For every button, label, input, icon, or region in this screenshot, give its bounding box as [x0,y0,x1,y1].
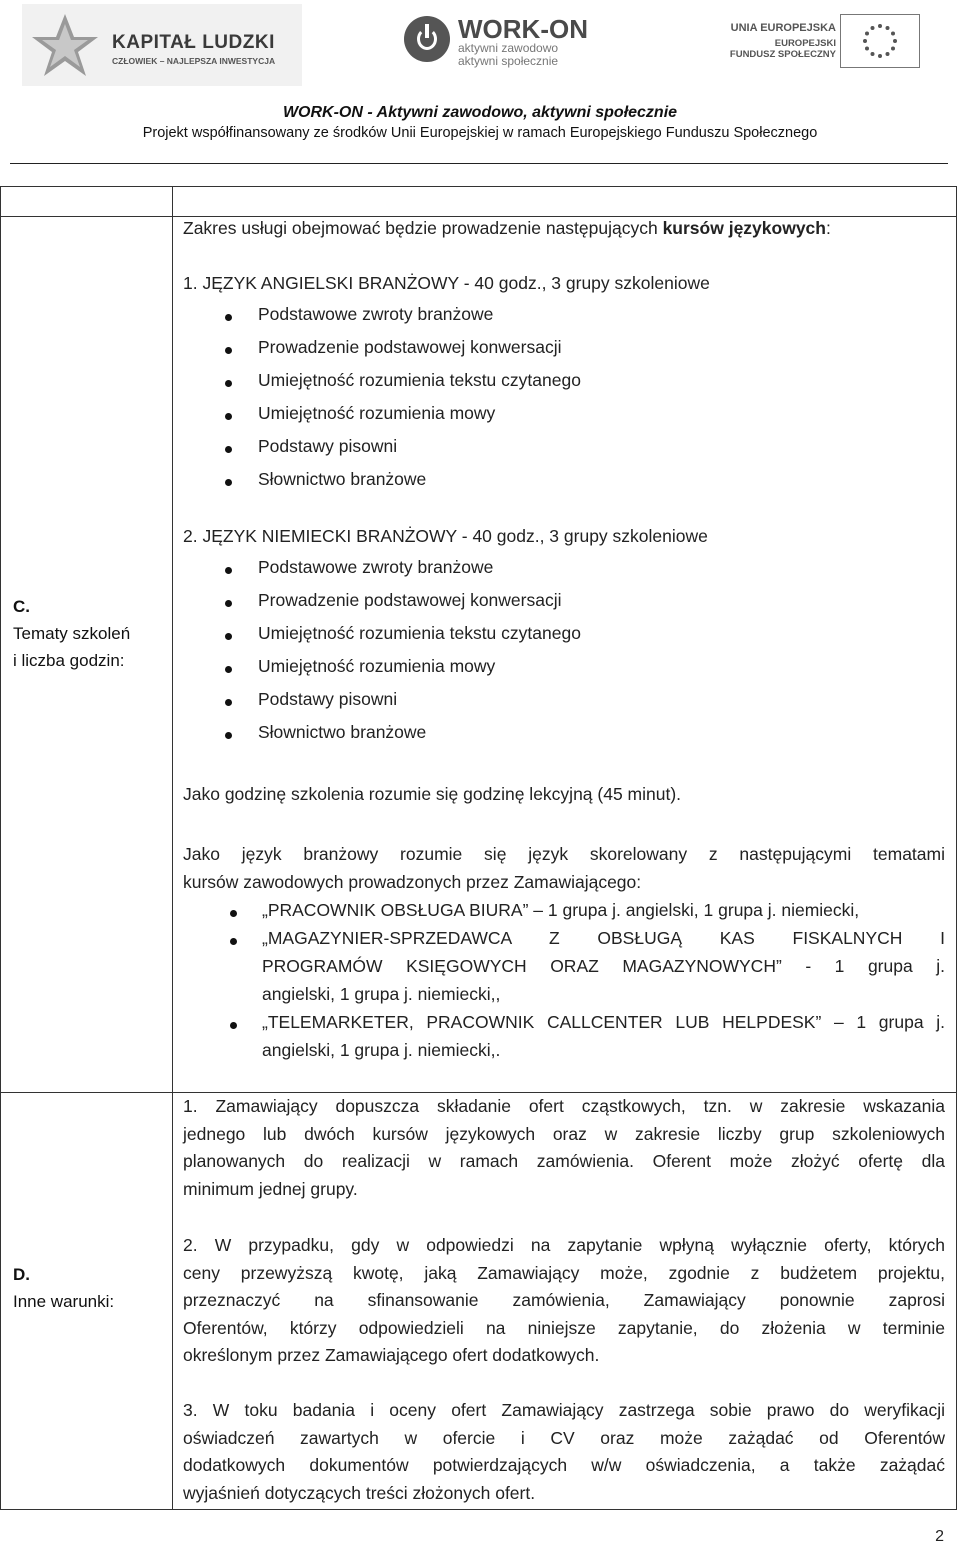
section-d-letter: D. [13,1265,30,1284]
eu-star [863,39,867,43]
section-c-label [13,593,130,674]
hour-note: Jako godzinę szkolenia rozumie się godzinę lekcyjną (45 minut). [183,784,682,804]
bullet-icon [225,413,232,420]
eu-line1: UNIA EUROPEJSKA [730,22,836,34]
section-c-letter: C. [13,597,30,616]
list-item: Słownictwo branżowe [258,469,427,489]
paragraph-p1-line: minimum jednej grupy. [183,1178,358,1199]
eu-star [891,47,895,51]
section-d-label-line1: Inne warunki: [13,1292,115,1311]
section-d-label [13,1261,114,1315]
topic2-line1: „MAGAZYNIER-SPRZEDAWCA Z OBSŁUGĄ KAS FISKALNYCH I [262,928,945,948]
work-on-line2: aktywni społecznie [458,54,559,68]
eu-star [878,54,882,58]
eu-star [865,47,869,51]
intro-bold: kursów językowych [662,218,826,238]
course1-heading [183,273,710,294]
course1-title: 1. JĘZYK ANGIELSKI BRANŻOWY [183,273,459,293]
header-divider [10,163,948,164]
paragraph-p3-line: oświadczeń zawartych w ofercie i CV oraz może zażądać od Oferentów [183,1427,945,1448]
course2-title: 2. JĘZYK NIEMIECKI BRANŻOWY [183,526,457,546]
course2-rest: - 40 godz., 3 grupy szkoleniowe [456,526,708,546]
eu-star [886,26,890,30]
topic2-line2: PROGRAMÓW KSIĘGOWYCH ORAZ MAGAZYNOWYCH” - 1 grupa j. [262,956,945,976]
kapital-ludzki-logo [22,4,302,86]
paragraph-p2-line: określonym przez Zamawiającego ofert dodatkowych. [183,1345,600,1366]
list-item: Umiejętność rozumienia mowy [258,403,496,423]
bullet-icon [225,446,232,453]
paragraph-p2-line: ceny przewyższą kwotę, jaką Zamawiający może, zgodnie z budżetem projektu, [183,1262,945,1283]
bullet-icon [230,910,237,917]
bullet-icon [225,479,232,486]
paragraph-p2-line: przeznaczyć na sfinansowanie zamówienia, Zamawiający ponownie zaprosi [183,1290,945,1311]
list-item: Podstawy pisowni [258,689,398,709]
eu-star [871,52,875,56]
bullet-icon [225,567,232,574]
eu-line2: EUROPEJSKI [774,38,836,49]
topic1: „PRACOWNIK OBSŁUGA BIURA” – 1 grupa j. angielski, 1 grupa j. niemiecki, [262,900,860,920]
work-on-line1: aktywni zawodowo [458,41,559,55]
bullet-icon [225,699,232,706]
header-logos [0,0,960,100]
lang-note-line2: kursów zawodowych prowadzonych przez Zamawiającego: [183,872,642,892]
bullet-icon [225,732,232,739]
paragraph-p1-line: jednego lub dwóch kursów językowych oraz w zakresie liczby grup szkoleniowych [183,1123,945,1144]
section-c-label-line2: i liczba godzin: [13,651,125,670]
project-subtitle: Projekt współfinansowany ze środków Unii Europejskiej w ramach Europejskiego Funduszu Społecznego [142,125,818,141]
eu-line3: FUNDUSZ SPOŁECZNY [729,49,836,60]
section-d-content [183,1096,945,1506]
list-item: Prowadzenie podstawowej konwersacji [258,590,562,610]
eu-flag-icon [840,14,920,68]
eu-star [865,32,869,36]
paragraph-p3-line: 3. W toku badania i oceny ofert Zamawiający zastrzega sobie prawo do weryfikacji [183,1400,945,1420]
paragraph-p3-line: wyjaśnień dotyczących treści złożonych ofert. [183,1482,536,1503]
list-item: Umiejętność rozumienia tekstu czytanego [258,623,581,643]
lang-note-line1: Jako język branżowy rozumie się język skorelowany z następującymi tematami [183,844,945,864]
paragraph-p1-line: planowanych do realizacji w ramach zamówienia. Oferent może złożyć ofertę dla [183,1151,945,1172]
section-d-label-cell [1,1093,173,1509]
topic2-line3: angielski, 1 grupa j. niemiecki,, [262,984,501,1004]
list-item: Słownictwo branżowe [258,722,427,742]
work-on-title: WORK-ON [458,14,588,44]
list-item: Podstawy pisowni [258,436,398,456]
eu-star [891,32,895,36]
bullet-icon [225,347,232,354]
course2-heading [183,526,708,547]
page-number: 2 [935,1528,944,1545]
paragraph-p2-line: 2. W przypadku, gdy w odpowiedzi na zapytanie wpłyną wyłącznie oferty, których [183,1235,945,1255]
project-title: WORK-ON - Aktywni zawodowo, aktywni społecznie [282,104,678,121]
topic3-line2: angielski, 1 grupa j. niemiecki,. [262,1040,501,1060]
star-icon [30,10,100,80]
bullet-icon [230,1022,237,1029]
kapital-ludzki-subtitle: CZŁOWIEK – NAJLEPSZA INWESTYCJA [112,56,276,66]
kapital-ludzki-title: KAPITAŁ LUDZKI [112,32,275,53]
paragraph-p1-line: 1. Zamawiający dopuszcza składanie ofert cząstkowych, tzn. w zakresie wskazania [183,1096,945,1116]
paragraph-p3-line: dodatkowych dokumentów potwierdzających w/w oświadczenia, a także zażądać [183,1455,945,1476]
course1-rest: - 40 godz., 3 grupy szkoleniowe [458,273,710,293]
eu-star [878,24,882,28]
section-c-label-cell [1,217,173,1092]
list-item: Prowadzenie podstawowej konwersacji [258,337,562,357]
work-on-logo [404,14,604,74]
bullet-icon [225,633,232,640]
table-top-row [0,186,957,217]
bullet-icon [225,600,232,607]
bullet-icon [230,938,237,945]
section-c-label-line1: Tematy szkoleń [13,624,131,643]
intro-end: : [825,218,831,238]
eu-star [871,26,875,30]
paragraph-p2-line: Oferentów, którzy odpowiedzieli na niniejsze zapytanie, do złożenia w terminie [183,1317,945,1338]
table-top-left [1,187,173,216]
intro-plain: Zakres usługi obejmować będzie prowadzenie następujących [183,218,663,238]
eu-star [893,39,897,43]
intro-text [183,218,831,239]
bullet-icon [225,380,232,387]
list-item: Umiejętność rozumienia mowy [258,656,496,676]
list-item: Podstawowe zwroty branżowe [258,304,494,324]
list-item: Umiejętność rozumienia tekstu czytanego [258,370,581,390]
eu-star [886,52,890,56]
list-item: Podstawowe zwroty branżowe [258,557,494,577]
bullet-icon [225,314,232,321]
eu-logo [730,14,920,66]
power-icon [404,16,450,62]
section-c-content [183,218,945,1088]
topic3-line1: „TELEMARKETER, PRACOWNIK CALLCENTER LUB HELPDESK” – 1 grupa j. [262,1012,945,1032]
bullet-icon [225,666,232,673]
